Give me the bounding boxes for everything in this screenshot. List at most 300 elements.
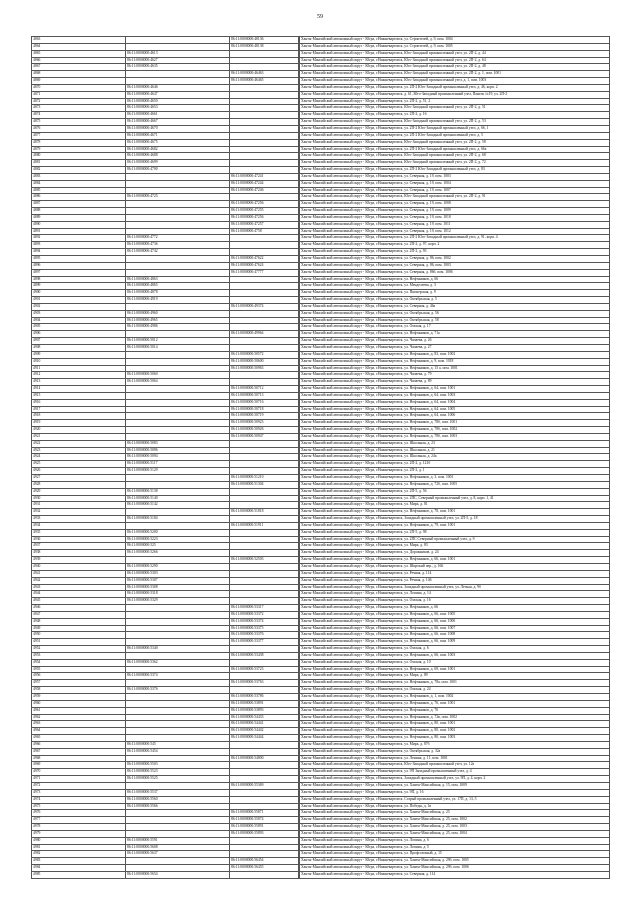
premises-cadastral-cell [230, 769, 299, 776]
row-number-cell: 4968 [32, 755, 126, 762]
premises-cadastral-cell [230, 687, 299, 694]
cadastral-number-cell: 86:11:0000000:4650 [126, 98, 230, 105]
cadastral-number-cell: 86:11:0000000:4772 [126, 235, 230, 242]
address-cell: Ханты-Мансийский автономный округ - Югра, г.Нижневартовск, Юго-Западный промышленный узел, ул. 2П-2, д. 48 [300, 64, 610, 71]
premises-cadastral-cell: 86:11:0000000:53377 [230, 639, 299, 646]
address-cell: Ханты-Мансийский автономный округ - Югра, г.Нижневартовск, ул. Школьная, д. 21 [300, 447, 610, 454]
cadastral-number-cell [126, 399, 230, 406]
cadastral-number-cell: 86:11:0000000:5329 [126, 598, 230, 605]
premises-cadastral-cell [230, 50, 299, 57]
row-number-cell: 4940 [32, 563, 126, 570]
premises-cadastral-cell [230, 454, 299, 461]
cadastral-number-cell: 86:11:0000000:5537 [126, 789, 230, 796]
premises-cadastral-cell [230, 290, 299, 297]
premises-cadastral-cell: 86:11:0000000:47777 [230, 269, 299, 276]
cadastral-number-cell: 86:11:0000000:5303 [126, 570, 230, 577]
address-cell: Ханты-Мансийский автономный округ - Югра, г.Нижневартовск, ул. Дорожников, д. 24 [300, 550, 610, 557]
table-row [32, 119, 610, 126]
cadastral-number-cell: 86:11:0000000:5083 [126, 440, 230, 447]
row-number-cell: 4972 [32, 782, 126, 789]
cadastral-number-cell: 86:11:0000000:5654 [126, 871, 230, 878]
row-number-cell: 4937 [32, 543, 126, 550]
premises-cadastral-cell: 86:11:0000000:50719 [230, 413, 299, 420]
table-row [32, 755, 610, 762]
row-number-cell: 4887 [32, 201, 126, 208]
row-number-cell: 4950 [32, 632, 126, 639]
table-row [32, 146, 610, 153]
cadastral-number-cell [126, 611, 230, 618]
address-cell: Ханты-Мансийский автономный округ - Югра, г.Нижневартовск, ул. Нефтяников, д. 64, пом. 1001 [300, 386, 610, 393]
premises-cadastral-cell [230, 84, 299, 91]
cadastral-number-cell: 86:11:0000000:5223 [126, 536, 230, 543]
table-row [32, 338, 610, 345]
row-number-cell: 4866 [32, 57, 126, 64]
premises-cadastral-cell: 86:11:0000000:50947 [230, 433, 299, 440]
table-row [32, 700, 610, 707]
table-row [32, 297, 610, 304]
address-cell: Ханты-Мансийский автономный округ - Югра, г.Нижневартовск, ул. 2П-2, д. 121б [300, 461, 610, 468]
address-cell: Ханты-Мансийский автономный округ - Югра, г.Нижневартовск, ул. Октябрьская, д. 58 [300, 317, 610, 324]
cadastral-number-cell: 86:11:0000000:5637 [126, 851, 230, 858]
premises-cadastral-cell: 86:11:0000000:53891 [230, 700, 299, 707]
table-row [32, 824, 610, 831]
row-number-cell: 4874 [32, 112, 126, 119]
premises-cadastral-cell: 86:11:0000000:53438 [230, 652, 299, 659]
address-cell: Ханты-Мансийский автономный округ - Югра, г.Нижневартовск, ул. Нефтяников, д. 64, пом. 1005 [300, 406, 610, 413]
row-number-cell: 4892 [32, 235, 126, 242]
table-row [32, 105, 610, 112]
row-number-cell: 4981 [32, 844, 126, 851]
address-cell: Ханты-Мансийский автономный округ - Югра, г.Нижневартовск, ул. Мира, д. 87б [300, 741, 610, 748]
cadastral-number-cell [126, 858, 230, 865]
cadastral-number-cell: 86:11:0000000:5138 [126, 488, 230, 495]
cadastral-number-cell: 86:11:0000000:5376 [126, 687, 230, 694]
premises-cadastral-cell: 86:11:0000000:54441 [230, 721, 299, 728]
cadastral-number-cell: 86:11:0000000:4613 [126, 50, 230, 57]
address-cell: Ханты-Мансийский автономный округ - Югра, г.Нижневартовск, Юго-Западный промышленный узел, ул. 2П-2, д. 72 [300, 160, 610, 167]
address-cell: Ханты-Мансийский автономный округ - Югра, г.Нижневартовск, ул. Нефтяников, д. 72б, пом. 1005 [300, 481, 610, 488]
table-row [32, 611, 610, 618]
cadastral-number-cell [126, 475, 230, 482]
cadastral-number-cell: 86:11:0000000:5060 [126, 372, 230, 379]
row-number-cell: 4919 [32, 420, 126, 427]
table-row [32, 351, 610, 358]
table-row [32, 639, 610, 646]
premises-cadastral-cell: 86:11:0000000:50718 [230, 406, 299, 413]
address-cell: Ханты-Мансийский автономный округ - Югра, г.Нижневартовск, ул. Нефтяников, д. 69, пом. 1001 [300, 666, 610, 673]
premises-cadastral-cell: 86:11:0000000:50923 [230, 420, 299, 427]
premises-cadastral-cell: 86:11:0000000:54442 [230, 728, 299, 735]
address-cell: Ханты-Мансийский автономный округ - Югра, г.Нижневартовск, ул. Нефтяников, д. 64, пом. 1003 [300, 392, 610, 399]
row-number-cell: 4918 [32, 413, 126, 420]
row-number-cell: 4965 [32, 735, 126, 742]
table-row [32, 673, 610, 680]
address-cell: Ханты-Мансийский автономный округ - Югра, г.Нижневартовск, ул. Ханты-Мансийская, д. 25, пом. 1004 [300, 830, 610, 837]
table-row [32, 721, 610, 728]
row-number-cell: 4903 [32, 310, 126, 317]
table-row [32, 577, 610, 584]
address-cell: Ханты-Мансийский автономный округ - Югра, г.Нижневартовск, ул. Чапаева, д. 26 [300, 338, 610, 345]
cadastral-number-cell [126, 824, 230, 831]
table-row [32, 365, 610, 372]
premises-cadastral-cell: 86:11:0000000:47624 [230, 262, 299, 269]
cadastral-number-cell: 86:11:0000000:5307 [126, 577, 230, 584]
address-cell: Ханты-Мансийский автономный округ - Югра, г.Нижневартовск, ул. Победы, д. 1в [300, 803, 610, 810]
row-number-cell: 4976 [32, 810, 126, 817]
address-cell: Ханты-Мансийский автономный округ - Югра, г.Нижневартовск, Юго-Западный промышленный узел, ул. 12а [300, 762, 610, 769]
premises-cadastral-cell [230, 502, 299, 509]
row-number-cell: 4929 [32, 488, 126, 495]
address-cell: Ханты-Мансийский автономный округ - Югра, г.Нижневартовск, ул. Нефтяников, д. 64, пом. 1004 [300, 399, 610, 406]
row-number-cell: 4891 [32, 228, 126, 235]
row-number-cell: 4969 [32, 762, 126, 769]
cadastral-number-cell [126, 262, 230, 269]
address-cell: Ханты-Мансийский автономный округ - Югра, г.Нижневартовск, ул. Северная, д. 114 [300, 871, 610, 878]
address-cell: Ханты-Мансийский автономный округ - Югра, г.Нижневартовск, ул. Нефтяников, д. 66, пом. 1009 [300, 639, 610, 646]
premises-cadastral-cell [230, 516, 299, 523]
table-row [32, 84, 610, 91]
table-row [32, 789, 610, 796]
table-row [32, 563, 610, 570]
row-number-cell: 4902 [32, 303, 126, 310]
cadastral-number-cell [126, 694, 230, 701]
address-cell: Ханты-Мансийский автономный округ - Югра, г.Нижневартовск, ул. Омская, д. 17 [300, 324, 610, 331]
address-cell: Ханты-Мансийский автономный округ - Югра, г.Нижневартовск, ул. Северная, д. 19, пом. 1009 [300, 208, 610, 215]
premises-cadastral-cell: 86:11:0000000:53374 [230, 618, 299, 625]
row-number-cell: 4865 [32, 50, 126, 57]
row-number-cell: 4877 [32, 132, 126, 139]
premises-cadastral-cell: 86:11:0000000:47256 [230, 201, 299, 208]
cadastral-number-cell: 86:11:0000000:5362 [126, 659, 230, 666]
registry-table [31, 36, 610, 879]
premises-cadastral-cell [230, 91, 299, 98]
cadastral-number-cell [126, 666, 230, 673]
row-number-cell: 4963 [32, 721, 126, 728]
address-cell: Ханты-Мансийский автономный округ - Югра, г.Нижневартовск, ул. Нефтяников, д. 66, пом. 1006 [300, 618, 610, 625]
cadastral-number-cell: 86:11:0000000:5525 [126, 776, 230, 783]
address-cell: Ханты-Мансийский автономный округ - Югра, г.Нижневартовск, ул. Лопина, д. 5 [300, 844, 610, 851]
premises-cadastral-cell: 86:11:0000000:51818 [230, 509, 299, 516]
table-row [32, 187, 610, 194]
premises-cadastral-cell [230, 112, 299, 119]
address-cell: Ханты-Мансийский автономный округ - Югра, г.Нижневартовск, ул. 9П, д. 16 [300, 789, 610, 796]
cadastral-number-cell [126, 78, 230, 85]
address-cell: Ханты-Мансийский автономный округ - Югра, г.Нижневартовск, ул. 2П-2 Юго-Западный промышленный узел, д. 91, корп. 4 [300, 235, 610, 242]
premises-cadastral-cell: 86:11:0000000:47622 [230, 256, 299, 263]
table-row [32, 262, 610, 269]
table-row [32, 37, 610, 44]
address-cell: Ханты-Мансийский автономный округ - Югра, г.Нижневартовск, ул. Октябрьская, д. 5 [300, 297, 610, 304]
premises-cadastral-cell [230, 488, 299, 495]
row-number-cell: 4933 [32, 516, 126, 523]
address-cell: Ханты-Мансийский автономный округ - Югра, г.Нижневартовск, ул. 2П-2, д. 1 [300, 468, 610, 475]
cadastral-number-cell [126, 714, 230, 721]
address-cell: Ханты-Мансийский автономный округ - Югра, г.Нижневартовск, ул. Омская, д. 6 [300, 646, 610, 653]
table-row [32, 427, 610, 434]
table-row [32, 694, 610, 701]
row-number-cell: 4982 [32, 851, 126, 858]
premises-cadastral-cell [230, 194, 299, 201]
table-row [32, 433, 610, 440]
table-row [32, 741, 610, 748]
address-cell: Ханты-Мансийский автономный округ - Югра, г.Нижневартовск, ул. 2П-2 Юго-Западный промышленный узел, д. 46, корп. 2 [300, 84, 610, 91]
row-number-cell: 4955 [32, 666, 126, 673]
row-number-cell: 4934 [32, 522, 126, 529]
table-row [32, 830, 610, 837]
row-number-cell: 4975 [32, 803, 126, 810]
cadastral-number-cell [126, 269, 230, 276]
address-cell: Ханты-Мансийский автономный округ - Югра, г.Нижневартовск, д. 61, Юго-Западный промышленный узел, Панель №19, ул. 2П-2 [300, 91, 610, 98]
premises-cadastral-cell [230, 844, 299, 851]
row-number-cell: 4913 [32, 379, 126, 386]
premises-cadastral-cell: 86:11:0000000:50713 [230, 392, 299, 399]
premises-cadastral-cell [230, 762, 299, 769]
row-number-cell: 4900 [32, 290, 126, 297]
cadastral-number-cell: 86:11:0000000:525 [126, 543, 230, 550]
row-number-cell: 4948 [32, 618, 126, 625]
cadastral-number-cell: 86:11:0000000:5064 [126, 379, 230, 386]
premises-cadastral-cell [230, 468, 299, 475]
premises-cadastral-cell: 86:11:0000000:55891 [230, 824, 299, 831]
row-number-cell: 4907 [32, 338, 126, 345]
premises-cadastral-cell [230, 153, 299, 160]
table-row [32, 160, 610, 167]
table-row [32, 50, 610, 57]
cadastral-number-cell [126, 817, 230, 824]
address-cell: Ханты-Мансийский автономный округ - Югра, г.Нижневартовск, ул. Северная, д. 46а [300, 303, 610, 310]
table-row [32, 659, 610, 666]
address-cell: Ханты-Мансийский автономный округ - Югра, г.Нижневартовск, ул. Ханты-Мансийская, д. 25 [300, 810, 610, 817]
address-cell: Ханты-Мансийский автономный округ - Югра, г.Нижневартовск, ул. Нефтяников, д. 76, пом. 1001 [300, 700, 610, 707]
table-row [32, 228, 610, 235]
table-row [32, 180, 610, 187]
address-cell: Ханты-Мансийский автономный округ - Югра, г.Нижневартовск, ул. 2П-2 Юго-Западный промышленный узел, д. 83 [300, 167, 610, 174]
premises-cadastral-cell [230, 64, 299, 71]
row-number-cell: 4884 [32, 180, 126, 187]
cadastral-number-cell [126, 721, 230, 728]
premises-cadastral-cell [230, 146, 299, 153]
address-cell: Ханты-Мансийский автономный округ - Югра, г.Нижневартовск, ул. Строителей, д. 9, пом. 1004 [300, 37, 610, 44]
cadastral-number-cell: 86:11:0000000:5608 [126, 844, 230, 851]
row-number-cell: 4894 [32, 249, 126, 256]
address-cell: Ханты-Мансийский автономный округ - Югра, г.Нижневартовск, ул. Школьная, д. 23 [300, 440, 610, 447]
cadastral-number-cell: 86:11:0000000:5012 [126, 338, 230, 345]
cadastral-number-cell: 86:11:0000000:4699 [126, 160, 230, 167]
address-cell: Ханты-Мансийский автономный округ - Югра, г.Нижневартовск, ул. 2П-2, д. 97, корп. 2 [300, 242, 610, 249]
row-number-cell: 4978 [32, 824, 126, 831]
cadastral-number-cell [126, 509, 230, 516]
address-cell: Ханты-Мансийский автономный округ - Югра, г.Нижневартовск, Старый промышленный узел, ул. 17П, д. 13, 5 [300, 796, 610, 803]
row-number-cell: 4984 [32, 865, 126, 872]
cadastral-number-cell: 86:11:0000000:5308 [126, 584, 230, 591]
row-number-cell: 4875 [32, 119, 126, 126]
cadastral-number-cell: 86:11:0000000:4646 [126, 84, 230, 91]
premises-cadastral-cell: 86:11:0000000:47255 [230, 208, 299, 215]
cadastral-number-cell: 86:11:0000000:5340 [126, 646, 230, 653]
cadastral-number-cell [126, 632, 230, 639]
address-cell: Ханты-Мансийский автономный округ - Югра, г.Нижневартовск, Западный промышленный узел, ул. 9П, д. 4, корп. 2 [300, 776, 610, 783]
table-row [32, 550, 610, 557]
address-cell: Ханты-Мансийский автономный округ - Югра, г.Нижневартовск, ул. Нефтяников, д. 66, пом. 1008 [300, 632, 610, 639]
cadastral-number-cell: 86:11:0000000:4688 [126, 153, 230, 160]
premises-cadastral-cell [230, 803, 299, 810]
table-row [32, 762, 610, 769]
cadastral-number-cell: 86:11:0000000:5086 [126, 447, 230, 454]
table-row [32, 153, 610, 160]
cadastral-number-cell [126, 208, 230, 215]
table-row [32, 543, 610, 550]
address-cell: Ханты-Мансийский автономный округ - Югра, г.Нижневартовск, ул. Нефтяников, д. 66 [300, 605, 610, 612]
table-row [32, 776, 610, 783]
address-cell: Ханты-Мансийский автономный округ - Югра, г.Нижневартовск, ул. 2П-5, д. 56 [300, 488, 610, 495]
cadastral-number-cell [126, 358, 230, 365]
cadastral-number-cell [126, 522, 230, 529]
row-number-cell: 4873 [32, 105, 126, 112]
cadastral-number-cell [126, 420, 230, 427]
table-row [32, 468, 610, 475]
table-row [32, 57, 610, 64]
table-row [32, 735, 610, 742]
cadastral-number-cell [126, 481, 230, 488]
address-cell: Ханты-Мансийский автономный округ - Югра, г.Нижневартовск, ул. 2П-2, д. 51, 2 [300, 98, 610, 105]
row-number-cell: 4879 [32, 146, 126, 153]
cadastral-number-cell: 86:11:0000000:5014 [126, 344, 230, 351]
cadastral-number-cell: 86:11:0000000:4670 [126, 125, 230, 132]
cadastral-number-cell [126, 605, 230, 612]
table-row [32, 810, 610, 817]
table-row [32, 303, 610, 310]
cadastral-number-cell [126, 427, 230, 434]
address-cell: Ханты-Мансийский автономный округ - Югра, г.Нижневартовск, ул. Омская, д. 10 [300, 659, 610, 666]
row-number-cell: 4883 [32, 173, 126, 180]
row-number-cell: 4956 [32, 673, 126, 680]
premises-cadastral-cell [230, 851, 299, 858]
premises-cadastral-cell: 86:11:0000000:50716 [230, 399, 299, 406]
premises-cadastral-cell [230, 235, 299, 242]
premises-cadastral-cell [230, 167, 299, 174]
row-number-cell: 4951 [32, 639, 126, 646]
table-row [32, 78, 610, 85]
table-row [32, 413, 610, 420]
row-number-cell: 4890 [32, 221, 126, 228]
row-number-cell: 4974 [32, 796, 126, 803]
cadastral-number-cell: 86:11:0000000:5142 [126, 502, 230, 509]
row-number-cell: 4922 [32, 440, 126, 447]
table-row [32, 536, 610, 543]
cadastral-number-cell [126, 392, 230, 399]
row-number-cell: 4931 [32, 502, 126, 509]
cadastral-number-cell: 86:11:0000000:5566 [126, 803, 230, 810]
cadastral-number-cell [126, 180, 230, 187]
cadastral-number-cell [126, 173, 230, 180]
row-number-cell: 4946 [32, 605, 126, 612]
address-cell: Ханты-Мансийский автономный округ - Югра, г.Нижневартовск, Юго-Западный промышленный узел, ул. 2П-2, д. 1, пом. 1001 [300, 71, 610, 78]
address-cell: Ханты-Мансийский автономный округ - Югра, г.Нижневартовск, ул. Северная, д. 86, пом. 1002 [300, 256, 610, 263]
row-number-cell: 4912 [32, 372, 126, 379]
premises-cadastral-cell: 86:11:0000000:49964 [230, 331, 299, 338]
row-number-cell: 4954 [32, 659, 126, 666]
address-cell: Ханты-Мансийский автономный округ - Югра, г.Нижневартовск, ул. 2П-2 Юго-Западный промышленный узел, д. 5 [300, 132, 610, 139]
address-cell: Ханты-Мансийский автономный округ - Югра, г.Нижневартовск, ул. Нефтяников, д. 64, пом. 1006 [300, 413, 610, 420]
address-cell: Ханты-Мансийский автономный округ - Югра, г.Нижневартовск, Западный промышленный узел, ул. 2П-5, д. 18 [300, 516, 610, 523]
table-row [32, 502, 610, 509]
premises-cadastral-cell: 86:11:0000000:54800 [230, 755, 299, 762]
address-cell: Ханты-Мансийский автономный округ - Югра, г.Нижневартовск, Юго-Западный промышленный узел, д. 1, пом. 1003 [300, 78, 610, 85]
cadastral-number-cell: 86:11:0000000:4635 [126, 64, 230, 71]
row-number-cell: 4880 [32, 153, 126, 160]
row-number-cell: 4872 [32, 98, 126, 105]
row-number-cell: 4959 [32, 694, 126, 701]
row-number-cell: 4932 [32, 509, 126, 516]
address-cell: Ханты-Мансийский автономный округ - Югра, г.Нижневартовск, ул. Чапаева, д. 79 [300, 372, 610, 379]
row-number-cell: 4942 [32, 577, 126, 584]
address-cell: Ханты-Мансийский автономный округ - Югра, г.Нижневартовск, ул. Нефтяников, д. 66, пом. 1005 [300, 611, 610, 618]
premises-cadastral-cell [230, 776, 299, 783]
row-number-cell: 4889 [32, 214, 126, 221]
cadastral-number-cell [126, 228, 230, 235]
premises-cadastral-cell: 86:11:0000000:47256 [230, 214, 299, 221]
address-cell: Ханты-Мансийский автономный округ - Югра, г.Нижневартовск, ул. Лопина, д. 14 [300, 591, 610, 598]
premises-cadastral-cell: 86:11:0000000:53893 [230, 707, 299, 714]
cadastral-number-cell [126, 37, 230, 44]
premises-cadastral-cell: 86:11:0000000:50712 [230, 386, 299, 393]
address-cell: Ханты-Мансийский автономный округ - Югра, г.Нижневартовск, Юго-Западный промышленный узел, ул. 2П-2, д. 53 [300, 119, 610, 126]
table-row [32, 570, 610, 577]
premises-cadastral-cell: 86:11:0000000:53763 [230, 680, 299, 687]
premises-cadastral-cell [230, 741, 299, 748]
row-number-cell: 4953 [32, 652, 126, 659]
row-number-cell: 4909 [32, 351, 126, 358]
cadastral-number-cell: 86:11:0000000:4919 [126, 297, 230, 304]
row-number-cell: 4983 [32, 858, 126, 865]
row-number-cell: 4897 [32, 269, 126, 276]
address-cell: Ханты-Мансийский автономный округ - Югра, г.Нижневартовск, ул. Омская, д. 24 [300, 687, 610, 694]
address-cell: Ханты-Мансийский автономный округ - Югра, г.Нижневартовск, ул. Нефтяников, д. 9, пом. 1018 [300, 358, 610, 365]
cadastral-number-cell [126, 413, 230, 420]
premises-cadastral-cell [230, 837, 299, 844]
address-cell: Ханты-Мансийский автономный округ - Югра, г.Нижневартовск, ул. Строителей, д. 9, пом. 1005 [300, 43, 610, 50]
table-row [32, 769, 610, 776]
table-row [32, 618, 610, 625]
row-number-cell: 4980 [32, 837, 126, 844]
table-row [32, 714, 610, 721]
cadastral-number-cell: 86:11:0000000:4742 [126, 249, 230, 256]
table-row [32, 132, 610, 139]
table-row [32, 509, 610, 516]
address-cell: Ханты-Мансийский автономный округ - Югра, г.Нижневартовск, ул. 2П-2 Юго-Западный промышленный узел, д. 66, 1 [300, 125, 610, 132]
address-cell: Ханты-Мансийский автономный округ - Югра, г.Нижневартовск, Юго-Западный промышленный узел, ул. 2П-2, д. 64 [300, 57, 610, 64]
premises-cadastral-cell [230, 598, 299, 605]
cadastral-number-cell [126, 214, 230, 221]
row-number-cell: 4871 [32, 91, 126, 98]
address-cell: Ханты-Мансийский автономный округ - Югра, г.Нижневартовск, ул. Мира, д. 89 [300, 673, 610, 680]
table-row [32, 235, 610, 242]
premises-cadastral-cell: 86:11:0000000:47257 [230, 221, 299, 228]
cadastral-number-cell: 86:11:0000000:5503 [126, 762, 230, 769]
table-row [32, 440, 610, 447]
row-number-cell: 4923 [32, 447, 126, 454]
premises-cadastral-cell [230, 125, 299, 132]
row-number-cell: 4945 [32, 598, 126, 605]
premises-cadastral-cell: 86:11:0000000:50600 [230, 358, 299, 365]
cadastral-number-cell: 86:11:0000000:5523 [126, 769, 230, 776]
table-row [32, 91, 610, 98]
premises-cadastral-cell: 86:11:0000000:47244 [230, 180, 299, 187]
address-cell: Ханты-Мансийский автономный округ - Югра, г.Нижневартовск, ул. Речная, д. 114 [300, 570, 610, 577]
table-row [32, 173, 610, 180]
address-cell: Ханты-Мансийский автономный округ - Югра, г.Нижневартовск, ул. Нефтяников, д. 80, пом. 1002 [300, 728, 610, 735]
table-row [32, 865, 610, 872]
